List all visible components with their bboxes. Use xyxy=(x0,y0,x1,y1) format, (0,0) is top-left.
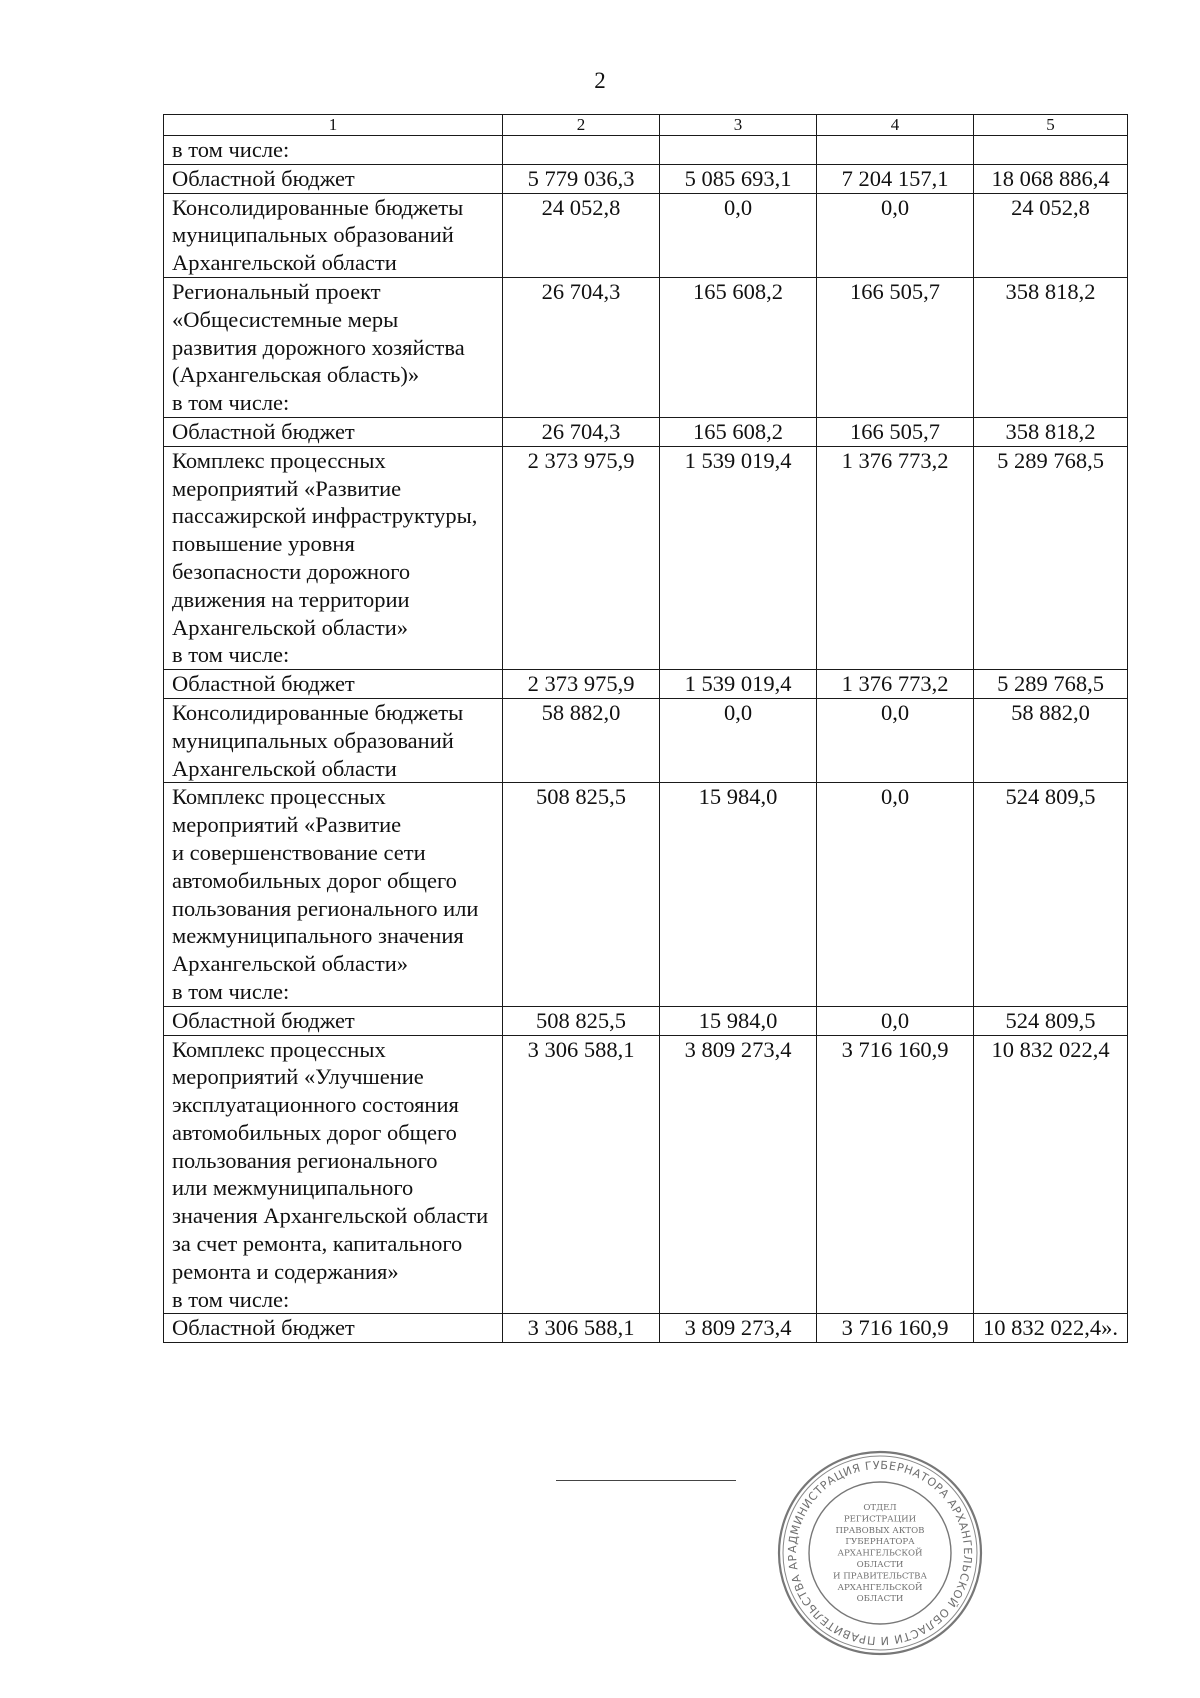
seal-center-line: АРХАНГЕЛЬСКОЙ xyxy=(837,1548,923,1559)
table-row xyxy=(164,1035,1128,1314)
row-label: Консолидированные бюджеты муниципальных образований Архангельской области xyxy=(164,193,503,277)
column-header-4: 4 xyxy=(817,115,974,136)
row-value-col-3: 1 539 019,4 xyxy=(660,446,817,669)
row-value-col-2: 2 373 975,9 xyxy=(503,670,660,699)
row-value-col-2: 508 825,5 xyxy=(503,783,660,1006)
row-value-col-3: 5 085 693,1 xyxy=(660,164,817,193)
row-value-col-5: 18 068 886,4 xyxy=(974,164,1128,193)
seal-center-line: ОТДЕЛ xyxy=(863,1503,897,1513)
page-number: 2 xyxy=(594,68,606,93)
table-row xyxy=(164,417,1128,446)
row-label: Региональный проект «Общесистемные меры развития дорожного хозяйства (Архангельская область)» в том числе: xyxy=(164,277,503,417)
row-label: Комплекс процессных мероприятий «Улучшение эксплуатационного состояния автомобильных дорог общего пользования регионального или межмуниципального значения Архангельской области за счет ремонта, капитального ремонта и содержания» в том числе: xyxy=(164,1035,503,1314)
row-value-col-2: 3 306 588,1 xyxy=(503,1314,660,1343)
seal-center-line: И ПРАВИТЕЛЬСТВА xyxy=(833,1571,927,1582)
row-value-col-4: 3 716 160,9 xyxy=(817,1314,974,1343)
seal-graphic xyxy=(775,1448,985,1658)
row-value-col-4: 7 204 157,1 xyxy=(817,164,974,193)
official-seal xyxy=(775,1448,985,1658)
table-row xyxy=(164,136,1128,165)
row-value-col-5: 5 289 768,5 xyxy=(974,446,1128,669)
row-value-col-3: 0,0 xyxy=(660,193,817,277)
seal-center-line: АРХАНГЕЛЬСКОЙ xyxy=(837,1582,923,1593)
row-value-col-3: 15 984,0 xyxy=(660,783,817,1006)
budget-table xyxy=(163,114,1128,1343)
row-value-col-4: 0,0 xyxy=(817,698,974,782)
row-value-col-5: 358 818,2 xyxy=(974,417,1128,446)
row-value-col-2: 26 704,3 xyxy=(503,277,660,417)
row-value-col-3: 15 984,0 xyxy=(660,1006,817,1035)
row-value-col-4: 3 716 160,9 xyxy=(817,1035,974,1314)
row-value-col-5: 358 818,2 xyxy=(974,277,1128,417)
column-header-5: 5 xyxy=(974,115,1128,136)
table-row xyxy=(164,446,1128,669)
row-label: в том числе: xyxy=(164,136,503,165)
row-value-col-4: 0,0 xyxy=(817,193,974,277)
table-row xyxy=(164,1314,1128,1343)
row-value-col-2: 2 373 975,9 xyxy=(503,446,660,669)
seal-center-text xyxy=(833,1503,927,1604)
row-value-col-2: 24 052,8 xyxy=(503,193,660,277)
row-label: Комплекс процессных мероприятий «Развитие и совершенствование сети автомобильных дорог общего пользования регионального или межмуниципального значения Архангельской области» в том числе: xyxy=(164,783,503,1006)
row-value-col-3 xyxy=(660,136,817,165)
row-value-col-3: 165 608,2 xyxy=(660,417,817,446)
row-value-col-3: 3 809 273,4 xyxy=(660,1035,817,1314)
row-label: Областной бюджет xyxy=(164,670,503,699)
seal-outer-text: АДМИНИСТРАЦИЯ ГУБЕРНАТОРА АРХАНГЕЛЬСКОЙ ОБЛАСТИ И ПРАВИТЕЛЬСТВА АР xyxy=(785,1458,975,1648)
seal-center-line: ОБЛАСТИ xyxy=(856,1594,904,1605)
row-value-col-4 xyxy=(817,136,974,165)
table-row xyxy=(164,670,1128,699)
signature-line xyxy=(556,1480,736,1481)
column-header-3: 3 xyxy=(660,115,817,136)
row-value-col-4: 166 505,7 xyxy=(817,417,974,446)
row-value-col-5: 58 882,0 xyxy=(974,698,1128,782)
seal-center-line: ПРАВОВЫХ АКТОВ xyxy=(835,1525,925,1536)
row-value-col-3: 3 809 273,4 xyxy=(660,1314,817,1343)
row-label: Областной бюджет xyxy=(164,164,503,193)
seal-center-line: ГУБЕРНАТОРА xyxy=(845,1537,915,1548)
column-header-1: 1 xyxy=(164,115,503,136)
row-value-col-2 xyxy=(503,136,660,165)
row-value-col-2: 58 882,0 xyxy=(503,698,660,782)
row-label: Областной бюджет xyxy=(164,417,503,446)
row-value-col-3: 165 608,2 xyxy=(660,277,817,417)
row-value-col-5: 10 832 022,4». xyxy=(974,1314,1128,1343)
row-value-col-2: 3 306 588,1 xyxy=(503,1035,660,1314)
header-row xyxy=(164,115,1128,136)
row-value-col-4: 166 505,7 xyxy=(817,277,974,417)
row-value-col-5: 24 052,8 xyxy=(974,193,1128,277)
row-value-col-2: 5 779 036,3 xyxy=(503,164,660,193)
table-row xyxy=(164,1006,1128,1035)
row-value-col-4: 0,0 xyxy=(817,1006,974,1035)
row-value-col-4: 1 376 773,2 xyxy=(817,670,974,699)
row-value-col-5 xyxy=(974,136,1128,165)
table-row xyxy=(164,164,1128,193)
row-label: Комплекс процессных мероприятий «Развитие пассажирской инфраструктуры, повышение уровня безопасности дорожного движения на территории Архангельской области» в том числе: xyxy=(164,446,503,669)
seal-center-line: ОБЛАСТИ xyxy=(856,1560,904,1570)
row-value-col-5: 10 832 022,4 xyxy=(974,1035,1128,1314)
row-value-col-4: 1 376 773,2 xyxy=(817,446,974,669)
column-header-2: 2 xyxy=(503,115,660,136)
table-header xyxy=(164,115,1128,136)
row-value-col-3: 0,0 xyxy=(660,698,817,782)
row-value-col-5: 524 809,5 xyxy=(974,1006,1128,1035)
table-row xyxy=(164,698,1128,782)
row-value-col-2: 26 704,3 xyxy=(503,417,660,446)
row-label: Консолидированные бюджеты муниципальных образований Архангельской области xyxy=(164,698,503,782)
seal-center-line: РЕГИСТРАЦИИ xyxy=(843,1514,917,1525)
row-label: Областной бюджет xyxy=(164,1314,503,1343)
row-value-col-4: 0,0 xyxy=(817,783,974,1006)
row-label: Областной бюджет xyxy=(164,1006,503,1035)
row-value-col-3: 1 539 019,4 xyxy=(660,670,817,699)
table-row xyxy=(164,783,1128,1006)
table-body xyxy=(164,136,1128,1343)
table-row xyxy=(164,277,1128,417)
table-row xyxy=(164,193,1128,277)
row-value-col-5: 5 289 768,5 xyxy=(974,670,1128,699)
row-value-col-2: 508 825,5 xyxy=(503,1006,660,1035)
row-value-col-5: 524 809,5 xyxy=(974,783,1128,1006)
